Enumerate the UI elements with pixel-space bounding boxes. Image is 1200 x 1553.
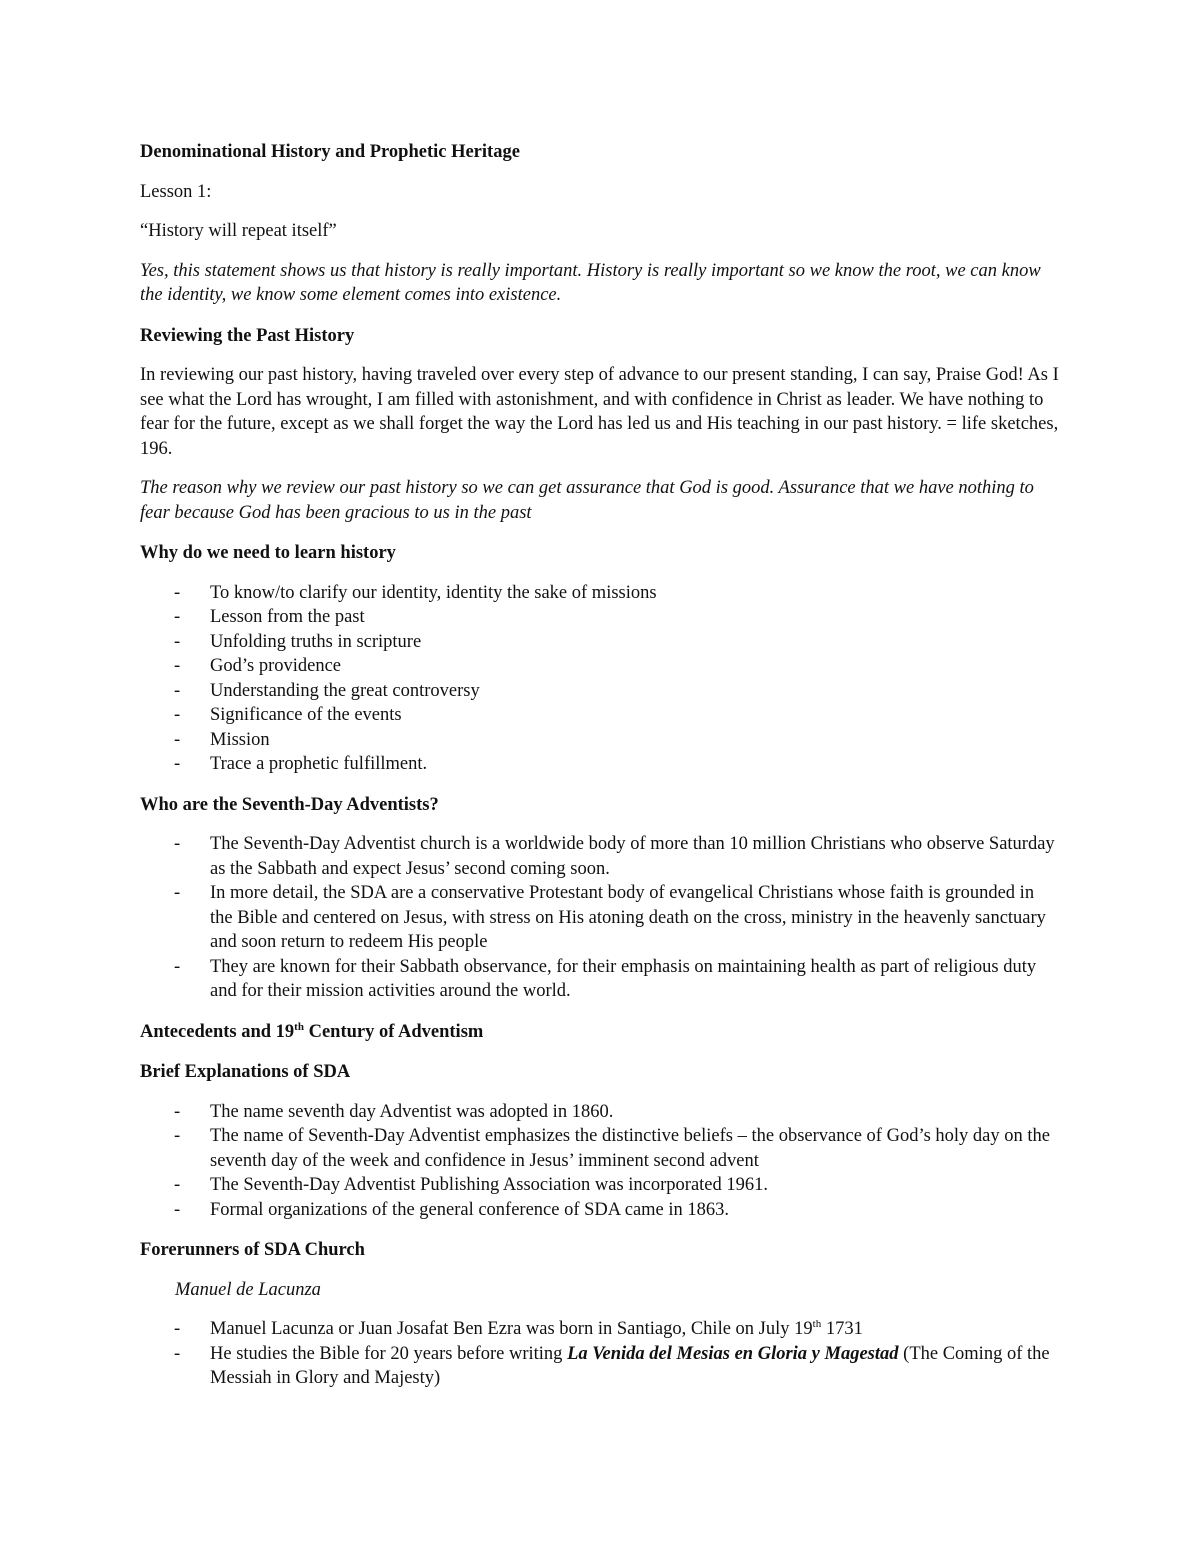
list-item — [210, 1342, 1060, 1391]
list-item: - The name of Seventh-Day Adventist emphasizes the distinctive beliefs – the observance of God’s holy day on the seventh day of the week and confidence in Jesus’ imminent second advent — [210, 1124, 1060, 1173]
ordinal-superscript: th — [294, 1020, 304, 1033]
why-learn-list — [140, 581, 1060, 777]
who-sda-list — [140, 832, 1060, 1004]
section-heading-forerunners: Forerunners of SDA Church — [140, 1240, 365, 1260]
list-item: - Formal organizations of the general conference of SDA came in 1863. — [210, 1198, 1060, 1223]
forerunner-name: Manuel de Lacunza — [175, 1279, 321, 1300]
list-item: - Significance of the events — [210, 703, 1060, 728]
list-item: - The Seventh-Day Adventist Publishing Association was incorporated 1961. — [210, 1173, 1060, 1198]
list-item: - Understanding the great controversy — [210, 679, 1060, 704]
section-heading-brief: Brief Explanations of SDA — [140, 1062, 351, 1082]
reviewing-paragraph: In reviewing our past history, having traveled over every step of advance to our present standing, I can say, Praise God! As I see what the Lord has wrought, I am filled with astonishment, and with confidence in Christ as leader. We have nothing to fear for the future, except as we shall forget the way the Lord has led us and His teaching in our past history. = life sketches, 196. — [140, 365, 1059, 459]
item-text: Manuel Lacunza or Juan Josafat Ben Ezra was born in Santiago, Chile on July 19 — [210, 1319, 813, 1339]
quote-line: “History will repeat itself” — [140, 221, 337, 241]
forerunners-list — [140, 1317, 1060, 1391]
heading-text: Antecedents and 19 — [140, 1021, 295, 1042]
item-text: He studies the Bible for 20 years before writing — [210, 1343, 568, 1364]
list-item: - In more detail, the SDA are a conservative Protestant body of evangelical Christians whose faith is grounded in the Bible and centered on Jesus, with stress on His atoning death on the cross, ministry in the heavenly sanctuary and soon return to redeem His people — [210, 881, 1060, 955]
reviewing-note: The reason why we review our past history so we can get assurance that God is good. Assurance that we have nothing to fear because God has been gracious to us in the past — [140, 478, 1034, 523]
book-title: La Venida del Mesias en Gloria y Magestad — [567, 1343, 899, 1364]
item-text: 1731 — [821, 1319, 863, 1339]
section-heading-reviewing: Reviewing the Past History — [140, 325, 355, 346]
list-item: - The name seventh day Adventist was adopted in 1860. — [210, 1100, 1060, 1125]
list-item: - They are known for their Sabbath observance, for their emphasis on maintaining health as part of religious duty and for their mission activities around the world. — [210, 955, 1060, 1004]
item-text: (The Coming of the Messiah in Glory and Majesty) — [210, 1343, 1050, 1388]
list-item: - God’s providence — [210, 654, 1060, 679]
section-heading-antecedents — [140, 1020, 1060, 1045]
document-body — [140, 140, 1060, 1391]
list-item: - Unfolding truths in scripture — [210, 630, 1060, 655]
brief-list — [140, 1100, 1060, 1223]
quote-note: Yes, this statement shows us that history is really important. History is really important so we know the root, we can know the identity, we know some element comes into existence. — [140, 260, 1041, 305]
list-item — [210, 1317, 1060, 1342]
document-title: Denominational History and Prophetic Heritage — [140, 142, 520, 162]
section-heading-who-sda: Who are the Seventh-Day Adventists? — [140, 794, 439, 815]
list-item: - Lesson from the past — [210, 605, 1060, 630]
list-item: - Trace a prophetic fulfillment. — [210, 752, 1060, 777]
lesson-label: Lesson 1: — [140, 181, 212, 202]
list-item: - The Seventh-Day Adventist church is a worldwide body of more than 10 million Christians who observe Saturday as the Sabbath and expect Jesus’ second coming soon. — [210, 832, 1060, 881]
section-heading-why-learn: Why do we need to learn history — [140, 543, 396, 563]
ordinal-superscript: th — [812, 1318, 822, 1330]
list-item: - Mission — [210, 728, 1060, 753]
list-item: - To know/to clarify our identity, identity the sake of missions — [210, 581, 1060, 606]
heading-text: Century of Adventism — [303, 1021, 484, 1042]
